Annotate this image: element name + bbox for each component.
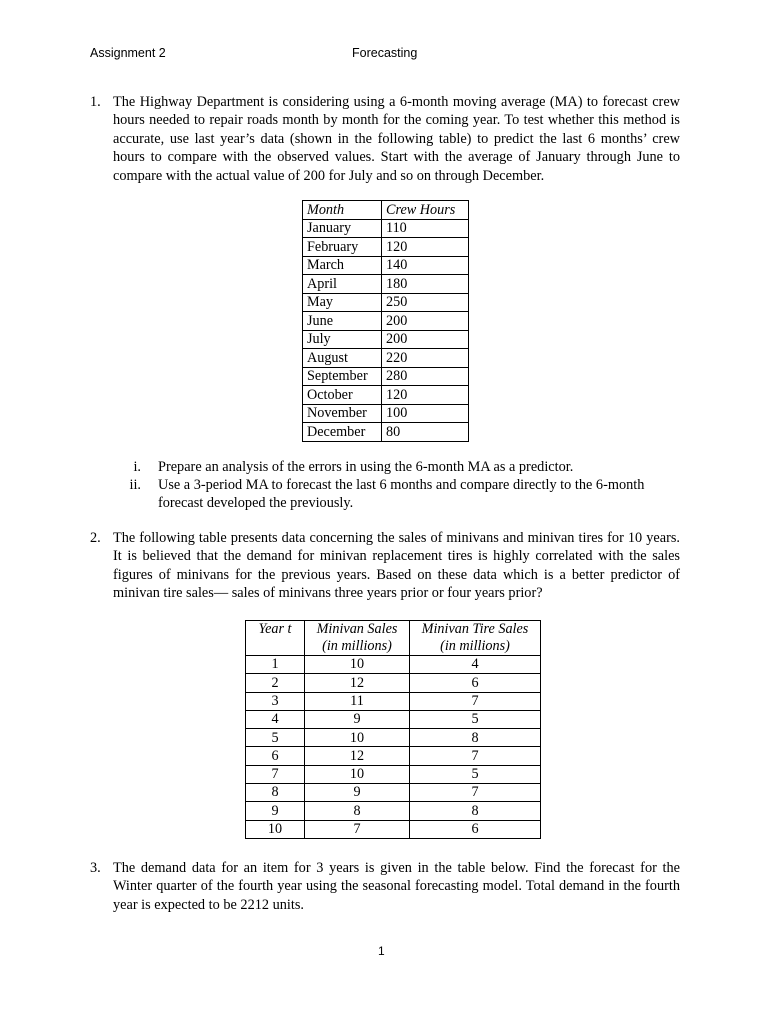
table-cell: 180 xyxy=(382,275,469,294)
table-header: Month xyxy=(303,201,382,220)
table-cell: 140 xyxy=(382,256,469,275)
subitem-ii xyxy=(115,476,680,512)
crew-hours-table xyxy=(302,200,469,442)
table-row xyxy=(303,293,469,312)
table-row xyxy=(246,802,541,820)
table-cell: 10 xyxy=(305,729,410,747)
table-cell: 7 xyxy=(410,747,541,765)
header-tire-sales: Minivan Tire Sales xyxy=(421,621,529,637)
table-row xyxy=(303,219,469,238)
table-cell: June xyxy=(303,312,382,331)
table-cell: 8 xyxy=(410,729,541,747)
table-cell: 8 xyxy=(305,802,410,820)
table-cell: 11 xyxy=(305,692,410,710)
table-cell: 6 xyxy=(410,820,541,838)
table-cell: 5 xyxy=(410,710,541,728)
table-cell: 5 xyxy=(410,765,541,783)
table-cell: 6 xyxy=(410,674,541,692)
subitem-text: Prepare an analysis of the errors in using the 6-month MA as a predictor. xyxy=(158,459,574,475)
table-row xyxy=(303,404,469,423)
table-row xyxy=(303,386,469,405)
table-cell: 12 xyxy=(305,674,410,692)
table-cell: 220 xyxy=(382,349,469,368)
table-row xyxy=(246,674,541,692)
table-cell: 7 xyxy=(410,784,541,802)
table-body xyxy=(303,219,469,441)
table-cell: 9 xyxy=(305,710,410,728)
table-cell: February xyxy=(303,238,382,257)
table-cell: 1 xyxy=(246,656,305,674)
minivan-sales-table xyxy=(245,620,541,839)
table-cell: April xyxy=(303,275,382,294)
table-cell: 7 xyxy=(305,820,410,838)
table-header xyxy=(246,621,305,656)
subitem-label: ii. xyxy=(129,477,141,493)
table-cell: January xyxy=(303,219,382,238)
table-header xyxy=(305,621,410,656)
table-row xyxy=(303,275,469,294)
table-row xyxy=(303,256,469,275)
table-cell: September xyxy=(303,367,382,386)
table-row xyxy=(246,710,541,728)
table-cell: 120 xyxy=(382,386,469,405)
question-text: The demand data for an item for 3 years is given in the table below. Find the forecast for the Winter quarter of the fourth year using the seasonal forecasting model. Total demand in the fourth year is expected to be 2212 units. xyxy=(113,860,680,913)
table-cell: 10 xyxy=(305,656,410,674)
table-row xyxy=(246,692,541,710)
table-cell: 250 xyxy=(382,293,469,312)
table-cell: 2 xyxy=(246,674,305,692)
table-cell: 5 xyxy=(246,729,305,747)
table-row xyxy=(303,330,469,349)
table-row xyxy=(303,349,469,368)
question-3 xyxy=(90,859,680,914)
table-cell: 80 xyxy=(382,423,469,442)
table-cell: July xyxy=(303,330,382,349)
table-row xyxy=(303,423,469,442)
table-body xyxy=(246,656,541,839)
question-text: The following table presents data concerning the sales of minivans and minivan tires for 10 years. It is believed that the demand for minivan replacement tires is highly correlated with the sales figures of minivans for the previous years. Based on these data which is a better predictor of minivan tire sales— sales of minivans three years prior or four years prior? xyxy=(113,530,680,602)
header-minivan-sales: Minivan Sales xyxy=(316,621,398,637)
table-row xyxy=(246,784,541,802)
table-cell: 120 xyxy=(382,238,469,257)
question-number: 2. xyxy=(90,530,101,546)
table-header: Crew Hours xyxy=(382,201,469,220)
header-unit: (in millions) xyxy=(440,638,510,654)
table-cell: 9 xyxy=(246,802,305,820)
header-assignment: Assignment 2 xyxy=(90,46,166,60)
table-row xyxy=(246,765,541,783)
table-row xyxy=(303,367,469,386)
table-cell: November xyxy=(303,404,382,423)
header-topic: Forecasting xyxy=(352,46,418,60)
table-cell: 110 xyxy=(382,219,469,238)
question-1 xyxy=(90,93,680,185)
table-cell: December xyxy=(303,423,382,442)
table-cell: 4 xyxy=(246,710,305,728)
table-cell: May xyxy=(303,293,382,312)
table-cell: 10 xyxy=(246,820,305,838)
page-number: 1 xyxy=(378,944,385,958)
table-header xyxy=(410,621,541,656)
table-row xyxy=(246,747,541,765)
question-text: The Highway Department is considering using a 6-month moving average (MA) to forecast crew hours needed to repair roads month by month for the coming year. To test whether this method is accurate, use last year’s data (shown in the following table) to predict the last 6 months’ crew hours to compare with the observed values. Start with the average of January through June to compare with the actual value of 200 for July and so on through December. xyxy=(113,94,680,184)
table-row xyxy=(246,656,541,674)
header-year: Year t xyxy=(258,621,292,637)
table-cell: 100 xyxy=(382,404,469,423)
table-cell: August xyxy=(303,349,382,368)
table-row xyxy=(303,312,469,331)
question-number: 1. xyxy=(90,94,101,110)
table-cell: 7 xyxy=(246,765,305,783)
table-cell: 3 xyxy=(246,692,305,710)
table-cell: October xyxy=(303,386,382,405)
table-cell: 6 xyxy=(246,747,305,765)
table-cell: 7 xyxy=(410,692,541,710)
question-2 xyxy=(90,529,680,603)
subitem-i xyxy=(115,458,680,476)
table-cell: 280 xyxy=(382,367,469,386)
table-cell: 200 xyxy=(382,330,469,349)
table-cell: 8 xyxy=(246,784,305,802)
table-row xyxy=(246,820,541,838)
table-row xyxy=(246,729,541,747)
table-row xyxy=(303,238,469,257)
subitem-label: i. xyxy=(133,459,141,475)
table-cell: 200 xyxy=(382,312,469,331)
table-cell: 12 xyxy=(305,747,410,765)
subitem-text: Use a 3-period MA to forecast the last 6 months and compare directly to the 6-month forecast developed the previously. xyxy=(158,477,645,511)
table-cell: 4 xyxy=(410,656,541,674)
table-cell: March xyxy=(303,256,382,275)
table-cell: 8 xyxy=(410,802,541,820)
table-cell: 10 xyxy=(305,765,410,783)
header-unit: (in millions) xyxy=(322,638,392,654)
table-cell: 9 xyxy=(305,784,410,802)
question-number: 3. xyxy=(90,860,101,876)
